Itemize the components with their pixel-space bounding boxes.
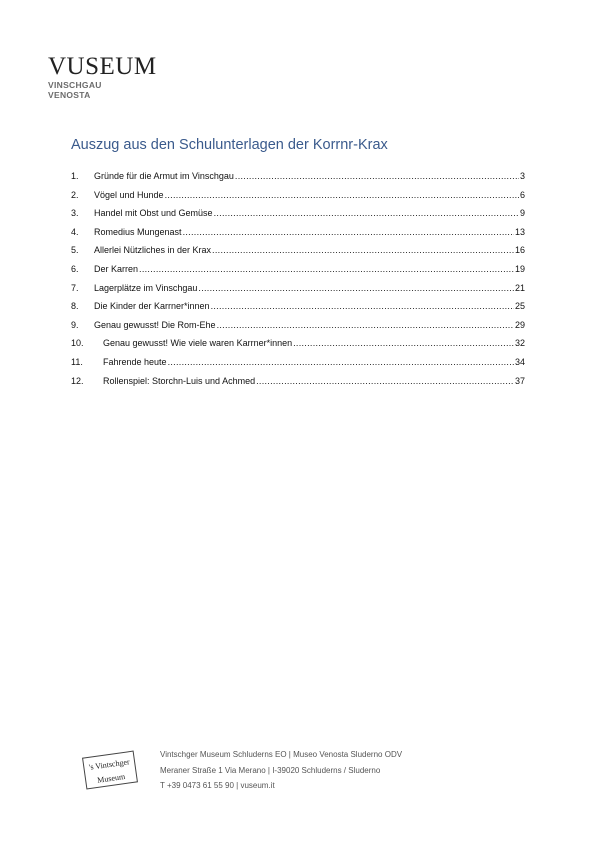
logo-sub-2: VENOSTA	[48, 90, 91, 100]
toc-number: 7.	[71, 282, 79, 293]
toc-entry[interactable]	[71, 283, 525, 302]
footer-line-1: Vintschger Museum Schluderns EO | Museo Venosta Sluderno ODV	[160, 750, 403, 759]
toc-label: Genau gewusst! Die Rom-Ehe	[94, 319, 216, 330]
toc-page: 21	[514, 282, 525, 293]
toc-number: 5.	[71, 245, 79, 256]
toc-number: 3.	[71, 208, 79, 219]
toc-number: 12.	[71, 375, 84, 386]
toc-leader	[235, 171, 519, 181]
stamp-text-1: 's Vintschger	[88, 757, 131, 772]
toc-label: Genau gewusst! Wie viele waren Karrner*innen	[103, 338, 293, 349]
toc-leader	[214, 208, 519, 218]
toc-page: 34	[514, 356, 525, 367]
toc-page: 6	[519, 189, 525, 200]
toc-page: 9	[519, 208, 525, 219]
footer-line-2: Meraner Straße 1 Via Merano | I-39020 Schluderns / Sluderno	[160, 765, 381, 775]
toc-entry[interactable]	[71, 338, 525, 357]
toc-number: 1.	[71, 171, 79, 181]
toc-page: 16	[514, 245, 525, 256]
logo-sub-1: VINSCHGAU	[48, 80, 102, 90]
toc-number: 9.	[71, 319, 79, 330]
toc-entry[interactable]	[71, 376, 525, 395]
logo-name: VUSEUM	[48, 53, 157, 80]
toc-label: Rollenspiel: Storchn-Luis und Achmed	[103, 375, 256, 386]
table-of-contents	[71, 171, 525, 394]
toc-entry[interactable]	[71, 208, 525, 227]
toc-leader	[217, 320, 514, 330]
toc-label: Die Kinder der Karrner*innen	[94, 301, 210, 312]
toc-number: 4.	[71, 226, 79, 237]
toc-leader	[168, 357, 514, 367]
toc-leader	[293, 338, 514, 348]
toc-page: 32	[514, 338, 525, 349]
footer-line-3: T +39 0473 61 55 90 | vuseum.it	[160, 781, 275, 790]
toc-page: 25	[514, 301, 525, 312]
toc-number: 10.	[71, 338, 84, 349]
toc-entry[interactable]	[71, 301, 525, 320]
toc-leader	[198, 283, 514, 293]
toc-entry[interactable]	[71, 245, 525, 264]
toc-number: 2.	[71, 189, 79, 200]
toc-label: Handel mit Obst und Gemüse	[94, 208, 213, 219]
toc-label: Der Karren	[94, 263, 139, 274]
toc-label: Gründe für die Armut im Vinschgau	[94, 171, 234, 181]
toc-page: 29	[514, 319, 525, 330]
museum-stamp-logo	[82, 751, 138, 790]
toc-leader	[183, 227, 514, 237]
toc-leader	[139, 264, 514, 274]
toc-page: 3	[519, 171, 525, 181]
toc-entry[interactable]	[71, 227, 525, 246]
vuseum-logo	[48, 54, 157, 99]
stamp-text-2: Museum	[96, 772, 126, 785]
toc-label: Vögel und Hunde	[94, 189, 164, 200]
toc-page: 37	[514, 375, 525, 386]
toc-number: 6.	[71, 263, 79, 274]
toc-leader	[256, 376, 514, 386]
toc-leader	[165, 190, 519, 200]
toc-label: Fahrende heute	[103, 356, 167, 367]
document-title: Auszug aus den Schulunterlagen der Korrnr-Krax	[71, 137, 388, 153]
toc-label: Allerlei Nützliches in der Krax	[94, 245, 212, 256]
toc-leader	[212, 245, 514, 255]
toc-entry[interactable]	[71, 171, 525, 190]
toc-entry[interactable]	[71, 264, 525, 283]
toc-entry[interactable]	[71, 320, 525, 339]
toc-entry[interactable]	[71, 190, 525, 209]
toc-leader	[211, 301, 514, 311]
toc-page: 13	[514, 226, 525, 237]
toc-number: 11.	[71, 356, 83, 367]
toc-page: 19	[514, 263, 525, 274]
toc-entry[interactable]	[71, 357, 525, 376]
toc-label: Lagerplätze im Vinschgau	[94, 282, 198, 293]
footer-address	[160, 747, 402, 794]
toc-number: 8.	[71, 301, 79, 312]
toc-label: Romedius Mungenast	[94, 226, 182, 237]
